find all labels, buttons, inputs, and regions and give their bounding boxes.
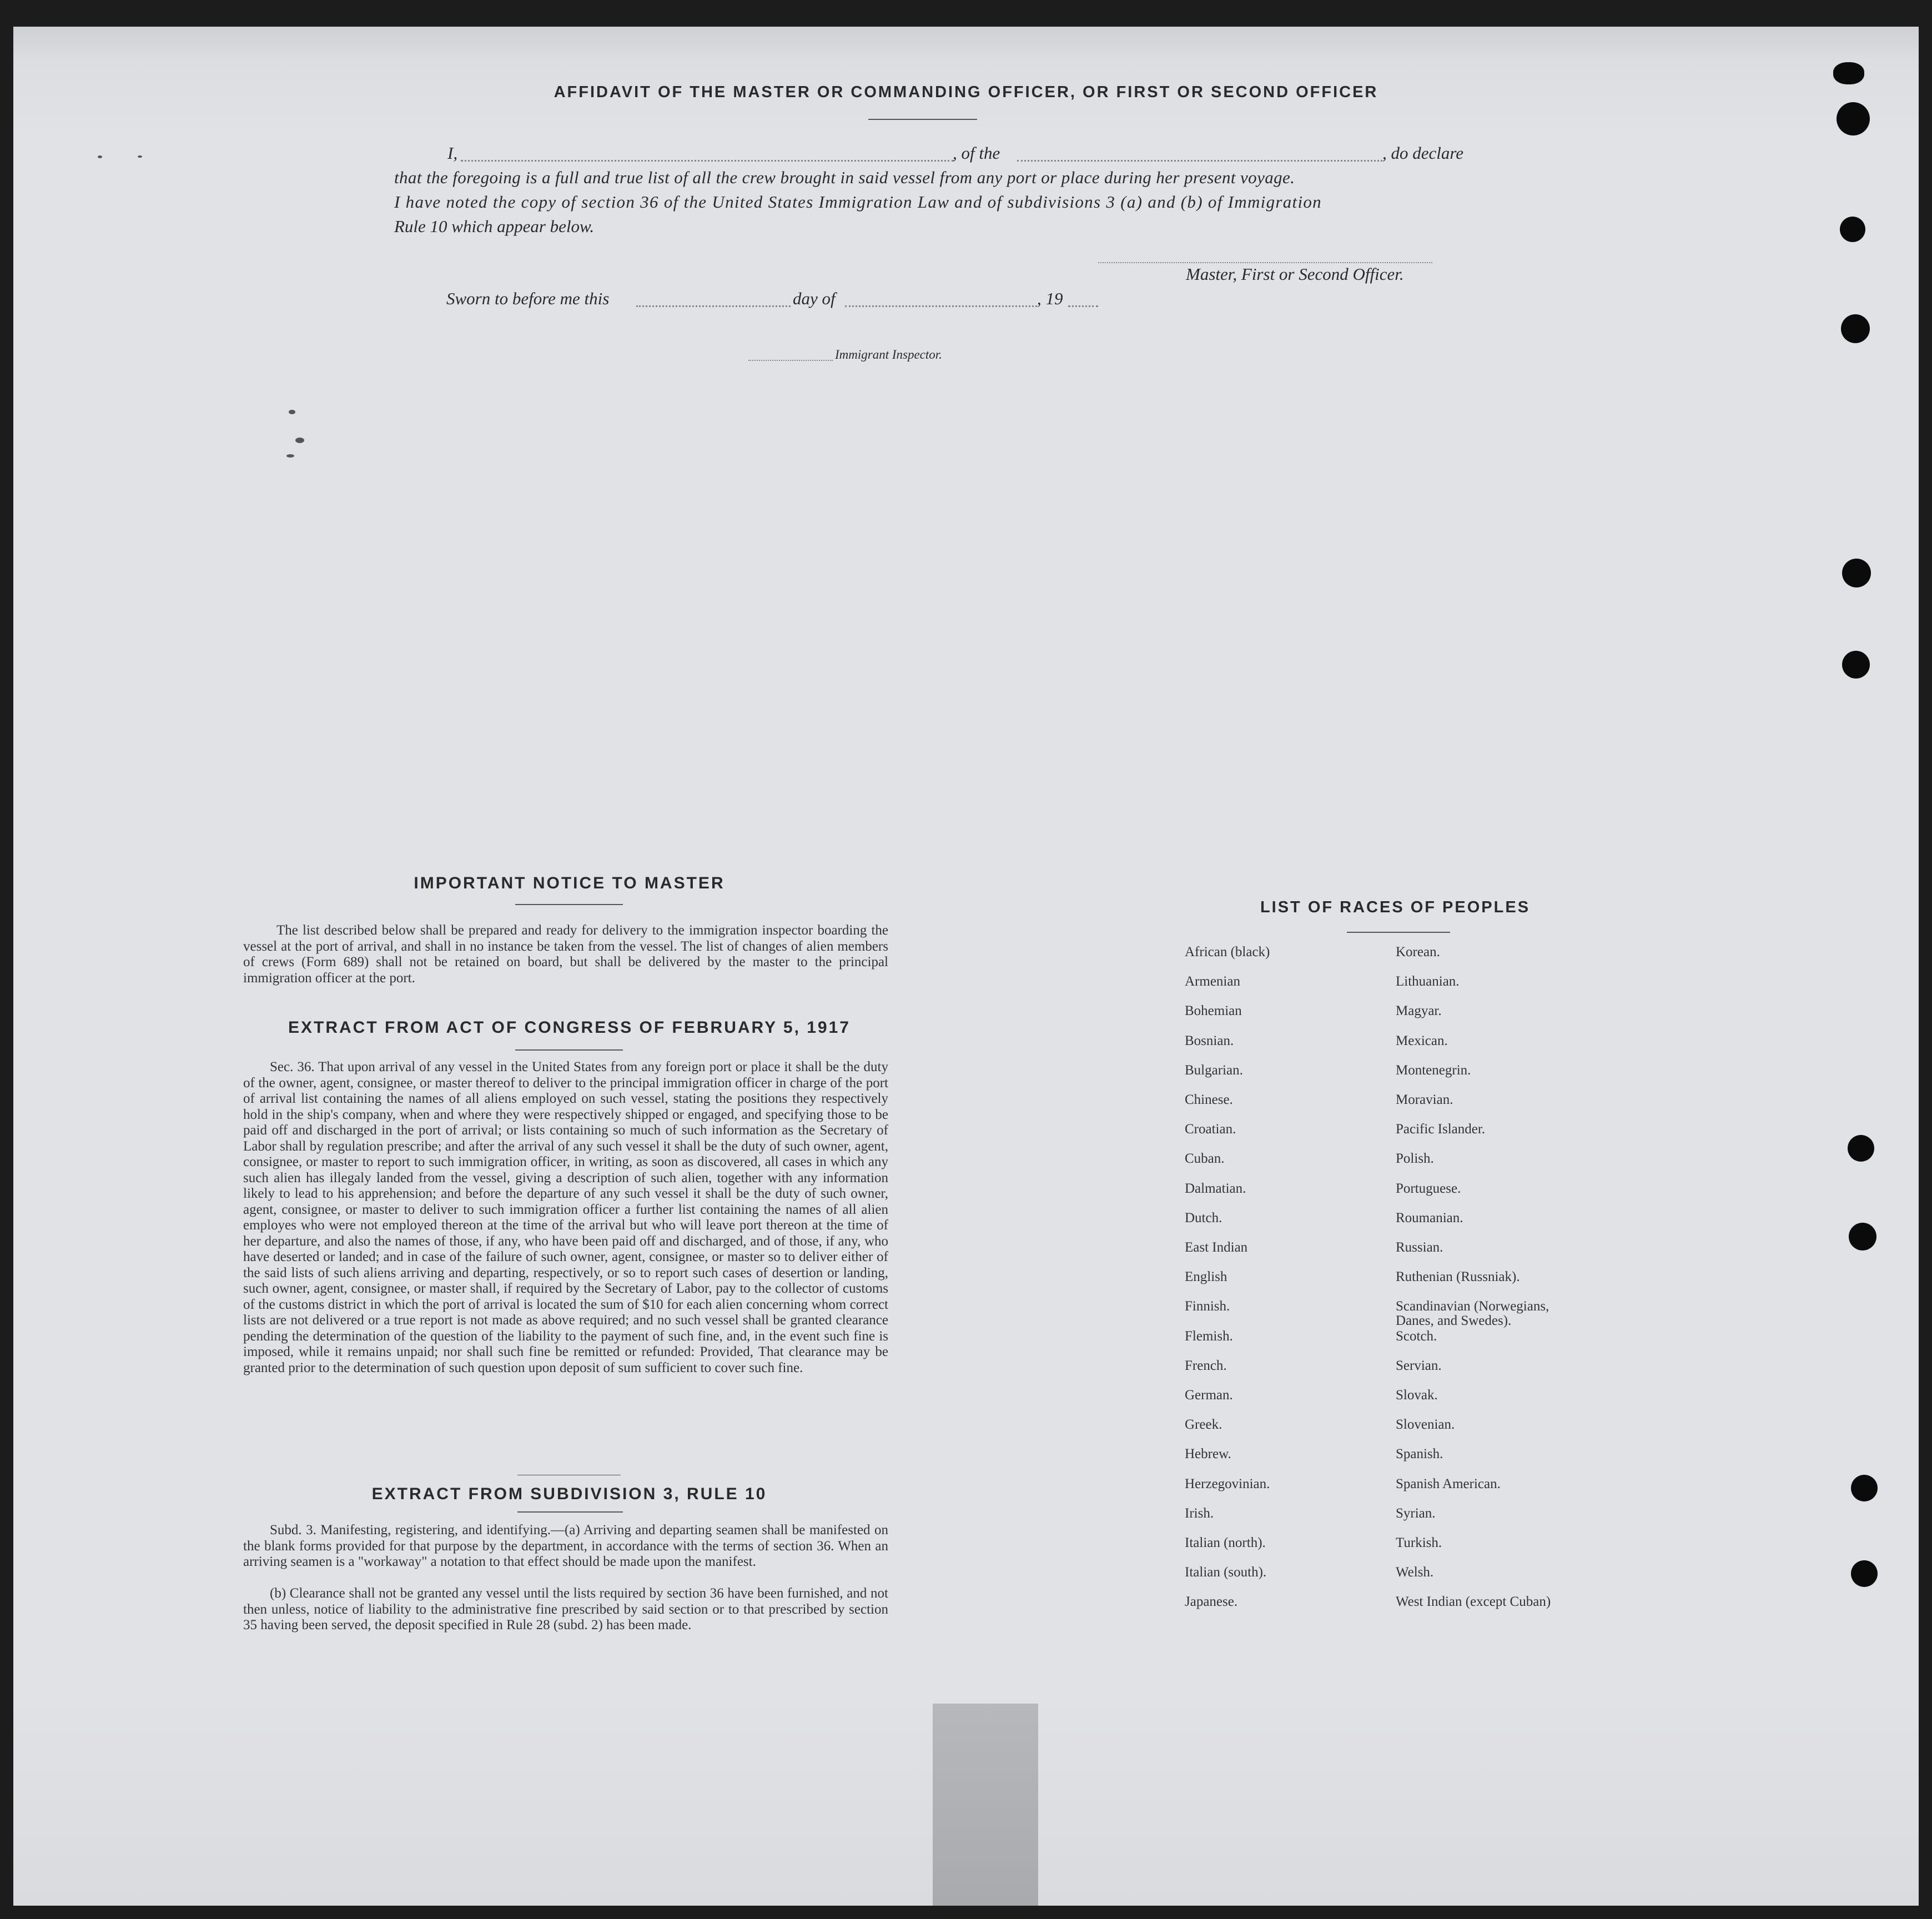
inspector-label: Immigrant Inspector. (835, 348, 942, 361)
name-blank (461, 160, 954, 162)
race-item: East Indian (1185, 1240, 1248, 1255)
race-item: Dalmatian. (1185, 1180, 1246, 1196)
race-item: Magyar. (1396, 1003, 1442, 1019)
race-item: Spanish. (1396, 1446, 1443, 1462)
race-item: Scandinavian (Norwegians, Danes, and Swedes). (1396, 1299, 1549, 1329)
binder-hole (1848, 1135, 1874, 1162)
binder-hole (1842, 559, 1871, 587)
signature-label: Master, First or Second Officer. (1186, 264, 1404, 284)
ink-speck (295, 438, 304, 443)
race-item: Herzegovinian. (1185, 1476, 1270, 1491)
tape-strip (933, 1704, 1038, 1906)
document-page (13, 27, 1919, 1906)
race-item: Mexican. (1396, 1033, 1448, 1048)
notice-text: The list described below shall be prepared and ready for delivery to the immigration inspector boarding the vessel at the port of arrival, and shall in no instance be taken from the vessel. The list of changes of alien members of crews (Form 689) shall not be retained on board, but shall be delivered by the master to the principal immigration officer at the port. (243, 923, 888, 986)
affidavit-title: AFFIDAVIT OF THE MASTER OR COMMANDING OFFICER, OR FIRST OR SECOND OFFICER (554, 83, 1378, 101)
divider (515, 904, 623, 905)
race-item: Croatian. (1185, 1122, 1236, 1137)
binder-hole (1840, 217, 1865, 242)
race-item: African (black) (1185, 945, 1270, 960)
race-item: Welsh. (1396, 1565, 1434, 1580)
day-of-text: day of (793, 289, 836, 308)
notice-title: IMPORTANT NOTICE TO MASTER (414, 874, 725, 892)
race-item: Slovenian. (1396, 1417, 1455, 1433)
rule-text-a: Subd. 3. Manifesting, registering, and identifying.—(a) Arriving and departing seamen shall be manifested on the blank forms provided for that purpose by the department, in accordance with the terms of section 36. When an arriving seamen is a "workaway" a notation to that effect should be made upon the manifest. (243, 1523, 888, 1569)
binder-hole (1851, 1475, 1878, 1501)
race-item: Hebrew. (1185, 1446, 1231, 1462)
race-item: English (1185, 1269, 1227, 1285)
race-item: Armenian (1185, 974, 1240, 989)
race-item: Polish. (1396, 1151, 1434, 1167)
act-text: Sec. 36. That upon arrival of any vessel in the United States from any foreign port or place it shall be the duty of the owner, agent, consignee, or master thereof to deliver to the principal immigration officer in charge of the port of arrival list containing the names of all aliens employed on such vessel, stating the positions they respectively hold in the ship's company, when and where they were respectively shipped or engaged, and specifying those to be paid off and discharged in the port of arrival; or lists containing so much of such information as the Secretary of Labor shall by regulation prescribe; and after the arrival of any such vessel it shall be the duty of such owner, agent, consignee, or master to report to such immigration officer, in writing, as soon as discovered, all cases in which any such alien has illegaly landed from the vessel, giving a description of such alien, together with any information likely to lead to his apprehension; and before the departure of any such vessel it shall be the duty of such owner, agent, consignee, or master to deliver to such immigration officer a further list containing the names of all alien employes who were not employed thereon at the time of the arrival but who will leave port thereon at the time of her departure, and also the names of those, if any, who have been paid off and discharged, and of those, if any, who have deserted or landed; and in case of the failure of such owner, agent, consignee, or master so to deliver either of the said lists of such aliens arriving and departing, respectively, or so to report such cases of desertion or landing, such owner, agent, consignee, or master shall, if required by the Secretary of Labor, pay to the collector of customs of the customs district in which the port of arrival is located the sum of $10 for each alien concerning whom correct lists are not delivered or a true report is not made as above required; and no such vessel shall be granted clearance pending the determination of the question of the liability to the payment of such fine, and, in the event such fine is imposed, while it remains unpaid; nor shall such fine be remitted or refunded: Provided, That clearance may be granted prior to the determination of such question upon deposit of sum sufficient to cover such fine. (243, 1059, 888, 1375)
race-item: Spanish American. (1396, 1476, 1501, 1491)
race-item: Pacific Islander. (1396, 1122, 1486, 1137)
race-item: West Indian (except Cuban) (1396, 1594, 1551, 1610)
race-item: Slovak. (1396, 1388, 1438, 1403)
ink-speck (286, 454, 294, 458)
affidavit-line-4: Rule 10 which appear below. (394, 217, 595, 236)
race-item: Montenegrin. (1396, 1062, 1471, 1078)
divider (517, 1511, 623, 1513)
vessel-blank (1017, 160, 1382, 162)
divider (1347, 932, 1450, 933)
binder-hole (1849, 1223, 1876, 1250)
race-item: Bosnian. (1185, 1033, 1234, 1048)
race-item: Greek. (1185, 1417, 1222, 1433)
race-item: Dutch. (1185, 1210, 1222, 1225)
rule-title: EXTRACT FROM SUBDIVISION 3, RULE 10 (371, 1485, 767, 1503)
race-item: Scotch. (1396, 1328, 1437, 1344)
binder-hole (1833, 62, 1864, 84)
race-item: Cuban. (1185, 1151, 1225, 1167)
affidavit-do-declare: , do declare (1382, 143, 1464, 163)
race-item: Bohemian (1185, 1003, 1242, 1019)
race-item: Russian. (1396, 1240, 1443, 1255)
race-item: Bulgarian. (1185, 1062, 1243, 1078)
sworn-line (446, 289, 1113, 311)
race-item: Korean. (1396, 945, 1440, 960)
race-item: Turkish. (1396, 1535, 1442, 1550)
race-item: Lithuanian. (1396, 974, 1460, 989)
race-item: French. (1185, 1358, 1227, 1373)
ink-speck (98, 155, 102, 158)
race-item: Moravian. (1396, 1092, 1453, 1107)
ink-speck (138, 155, 142, 158)
race-item: German. (1185, 1388, 1233, 1403)
binder-hole (1841, 314, 1870, 343)
race-item: Portuguese. (1396, 1180, 1461, 1196)
ink-speck (289, 410, 295, 414)
binder-hole (1851, 1560, 1878, 1587)
divider (515, 1049, 623, 1051)
race-item: Ruthenian (Russniak). (1396, 1269, 1520, 1285)
act-title: EXTRACT FROM ACT OF CONGRESS OF FEBRUARY 5, 1917 (288, 1018, 851, 1037)
binder-hole (1842, 651, 1870, 679)
races-title: LIST OF RACES OF PEOPLES (1260, 898, 1531, 916)
month-blank (845, 305, 1037, 307)
divider (868, 119, 977, 120)
signature-line (1098, 262, 1432, 263)
affidavit-i: I, (447, 143, 458, 163)
race-item: Servian. (1396, 1358, 1442, 1373)
race-item: Chinese. (1185, 1092, 1233, 1107)
year-blank (1068, 305, 1098, 307)
binder-hole (1837, 102, 1870, 135)
affidavit-line-3: I have noted the copy of section 36 of the United States Immigration Law and of subdivisions 3 (a) and (b) of Immigration (394, 192, 1322, 212)
day-blank (636, 305, 791, 307)
race-item: Japanese. (1185, 1594, 1238, 1610)
race-item: Finnish. (1185, 1299, 1230, 1314)
year-text: , 19 (1037, 289, 1063, 308)
race-item: Italian (north). (1185, 1535, 1266, 1550)
race-item: Flemish. (1185, 1328, 1233, 1344)
race-item: Italian (south). (1185, 1565, 1267, 1580)
race-item: Irish. (1185, 1505, 1214, 1521)
affidavit-line-1 (447, 143, 1467, 165)
sworn-text: Sworn to before me this (446, 289, 610, 308)
inspector-line (748, 360, 833, 361)
race-item: Roumanian. (1396, 1210, 1463, 1225)
rule-text-b: (b) Clearance shall not be granted any vessel until the lists required by section 36 have been furnished, and not then unless, notice of liability to the administrative fine prescribed by said section or to that prescribed by section 35 having been served, the deposit specified in Rule 28 (subd. 2) has been made. (243, 1586, 888, 1632)
affidavit-line-2: that the foregoing is a full and true list of all the crew brought in said vessel from any port or place during her present voyage. (394, 168, 1295, 187)
affidavit-of-the: , of the (953, 143, 1000, 163)
race-item: Syrian. (1396, 1505, 1436, 1521)
